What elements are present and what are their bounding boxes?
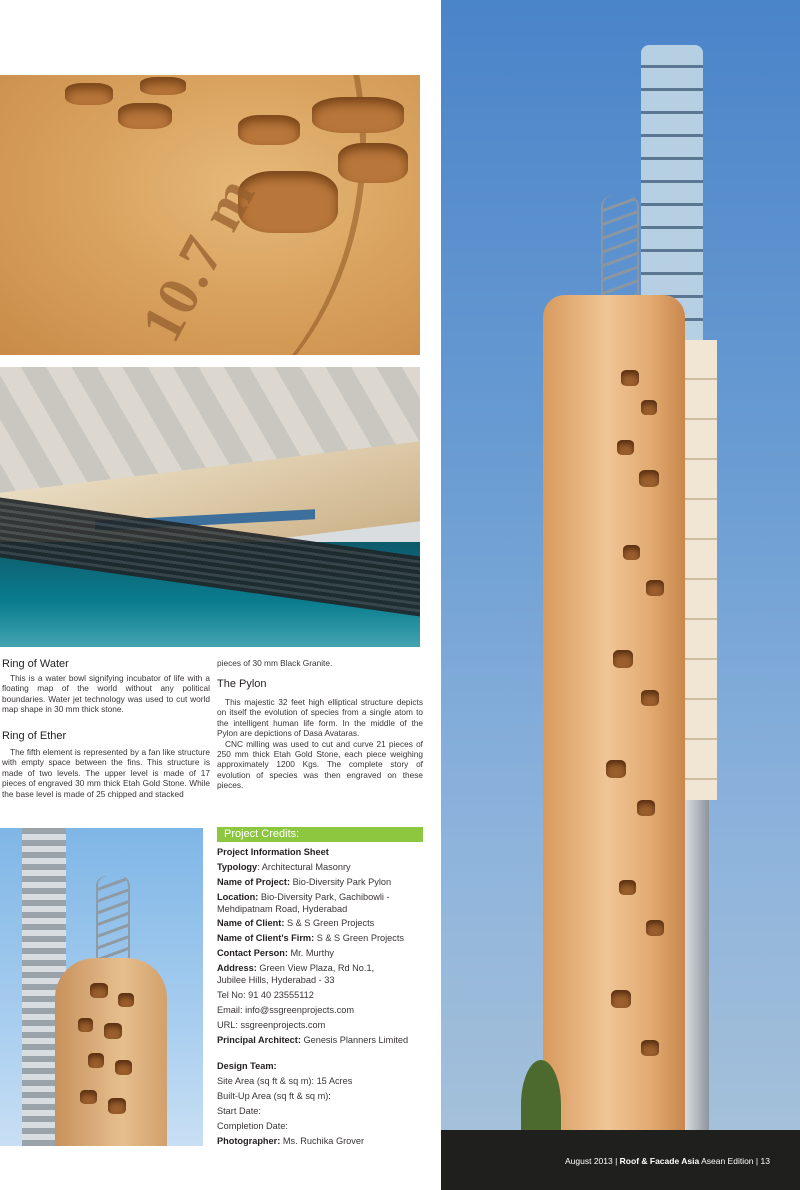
carved-recess <box>88 1053 104 1068</box>
pylon-closeup-photo <box>0 828 203 1146</box>
credits-architect: Principal Architect: Genesis Planners Limited <box>217 1035 409 1045</box>
dna-helix-sculpture <box>96 876 130 966</box>
credits-firm: Name of Client's Firm: S & S Green Projects <box>217 933 405 943</box>
page-footer: August 2013 | Roof & Facade Asia Asean Edition | 13 <box>565 1156 770 1166</box>
carved-recess <box>641 400 657 415</box>
carved-recess <box>641 690 659 706</box>
pylon-full-photo <box>441 0 800 1190</box>
credits-sheet: Project Information Sheet <box>217 847 329 857</box>
credits-typology: Typology: Architectural Masonry <box>217 862 351 872</box>
carved-recess <box>611 990 631 1008</box>
credits-email[interactable]: Email: info@ssgreenprojects.com <box>217 1005 354 1015</box>
carved-recess <box>621 370 639 386</box>
credits-project: Name of Project: Bio-Diversity Park Pylon <box>217 877 392 887</box>
carved-recess <box>312 97 404 133</box>
carved-recess <box>90 983 108 998</box>
ring-of-ether-body: The fifth element is represented by a fan like structure with empty space between the fins. This structure is made of two levels. The upper level is made of 17 pieces of engraved 30 mm thick Etah Gold Stone. While the base level is made of 25 chipped and stacked <box>2 747 210 799</box>
ring-of-ether-heading: Ring of Ether <box>2 730 67 742</box>
water-bowl-photo <box>0 367 420 647</box>
carved-recess <box>338 143 408 183</box>
credits-url[interactable]: URL: ssgreenprojects.com <box>217 1020 326 1030</box>
engraved-dimension: 10.7 m <box>128 165 269 352</box>
credits-title: Project Credits: <box>224 828 300 840</box>
credits-completion-date: Completion Date: <box>217 1121 288 1131</box>
cladding-panels <box>681 340 717 800</box>
carved-recess <box>646 920 664 936</box>
carved-recess <box>613 650 633 668</box>
carved-recess <box>623 545 640 560</box>
credits-contact: Contact Person: Mr. Murthy <box>217 948 334 958</box>
carved-recess <box>606 760 626 778</box>
pylon-heading: The Pylon <box>217 678 267 690</box>
carved-recess <box>646 580 664 596</box>
credits-start-date: Start Date: <box>217 1106 261 1116</box>
stone-pylon <box>55 958 167 1146</box>
stone-pylon <box>543 295 685 1160</box>
carved-recess <box>637 800 655 816</box>
carved-recess <box>639 470 659 487</box>
carved-recess <box>104 1023 122 1039</box>
credits-site-area: Site Area (sq ft & sq m): 15 Acres <box>217 1076 353 1086</box>
carved-recess <box>65 83 113 105</box>
credits-location: Location: Bio-Diversity Park, Gachibowli - Mehdipatnam Road, Hyderabad <box>217 892 390 914</box>
ring-of-ether-continued: pieces of 30 mm Black Granite. <box>217 658 333 668</box>
carved-recess <box>118 993 134 1007</box>
sandstone-map-photo <box>0 75 420 355</box>
credits-design-team: Design Team: <box>217 1061 277 1071</box>
pylon-body: This majestic 32 feet high elliptical structure depicts on itself the evolution of species from a single atom to the intelligent human life form. In the middle of the Pylon are depictions of Dasa Avataras. CNC milling was used to cut and curve 21 pieces of 250 mm thick Etah Gold Stone, each piece weighing approximately 1200 Kgs. The complete story of evolution of species was then engraved on these pieces. <box>217 697 423 791</box>
credits-client: Name of Client: S & S Green Projects <box>217 918 375 928</box>
carved-recess <box>619 880 636 895</box>
carved-recess <box>108 1098 126 1114</box>
credits-address: Address: Green View Plaza, Rd No.1, Jubilee Hills, Hyderabad - 33 <box>217 963 375 985</box>
carved-recess <box>238 115 300 145</box>
credits-builtup-area: Built-Up Area (sq ft & sq m): <box>217 1091 331 1101</box>
carved-recess <box>78 1018 93 1032</box>
carved-recess <box>115 1060 132 1075</box>
credits-tel: Tel No: 91 40 23555112 <box>217 990 314 1000</box>
carved-recess <box>140 77 186 95</box>
ring-of-water-heading: Ring of Water <box>2 658 69 670</box>
carved-recess <box>617 440 634 455</box>
carved-recess <box>118 103 172 129</box>
carved-recess <box>641 1040 659 1056</box>
ring-of-water-body: This is a water bowl signifying incubator of life with a floating map of the world without any political boundaries. Water jet technology was used to cut world map shape in 30 mm thick stone. <box>2 673 210 715</box>
carved-recess <box>80 1090 97 1104</box>
credits-photographer: Photographer: Ms. Ruchika Grover <box>217 1136 365 1146</box>
